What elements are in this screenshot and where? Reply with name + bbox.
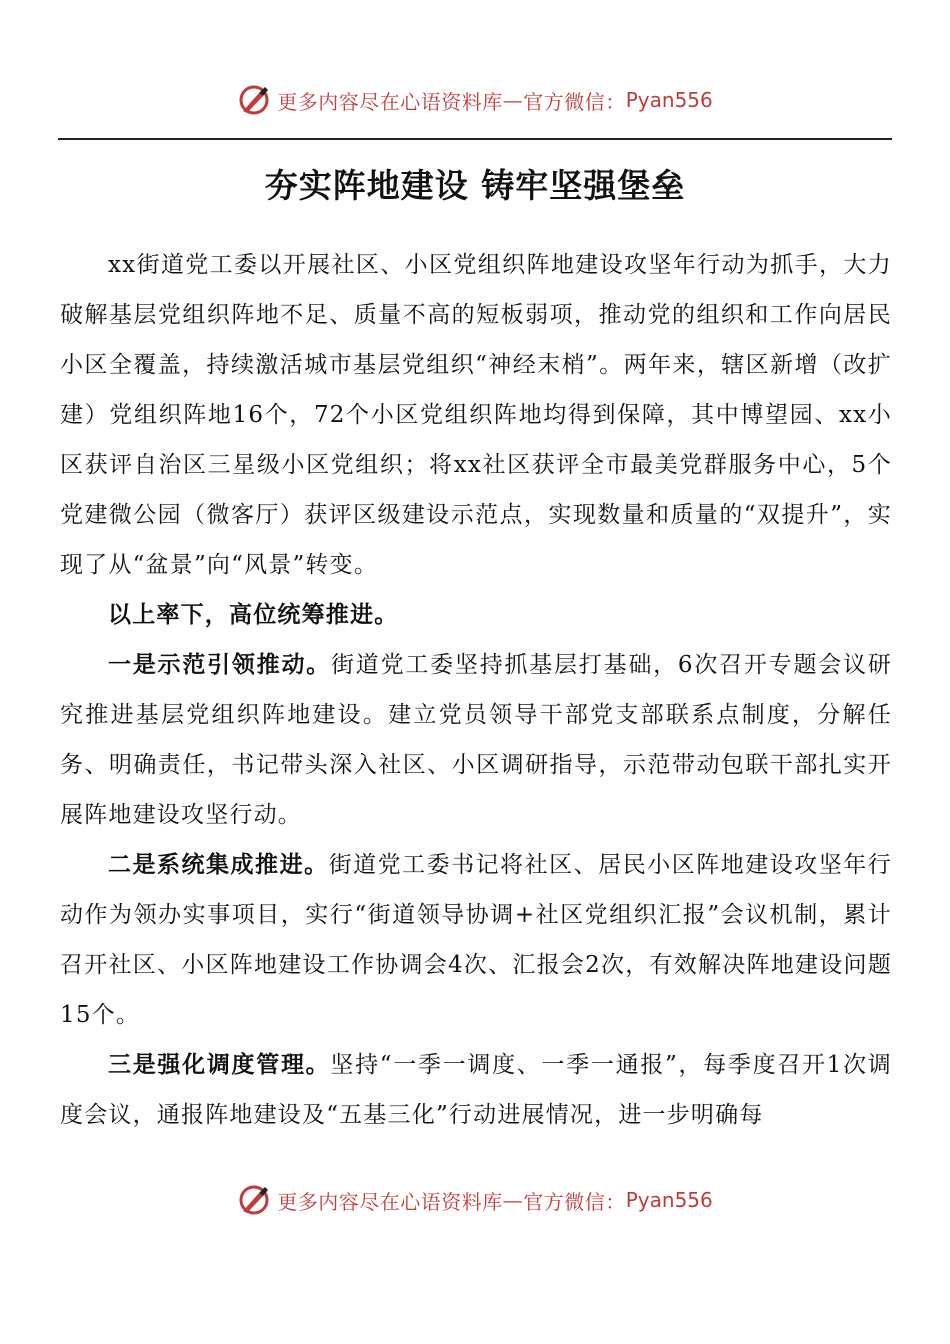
paragraph-intro: [60, 240, 892, 590]
paragraph-text: 街道党工委坚持抓基层打基础，6次召开专题会议研究推进基层党组织阵地建设。建立党员领导干部党支部联系点制度，分解任务、明确责任，书记带头深入社区、小区调研指导，示范带动包联干部扎实开展阵地建设攻坚行动。: [60, 652, 892, 828]
paragraph-text: 坚持“一季一调度、一季一通报”，每季度召开1次调度会议，通报阵地建设及“五基三化”行动进展情况，进一步明确每: [60, 1052, 892, 1128]
document-title: 夯实阵地建设 铸牢坚强堡垒: [264, 166, 686, 205]
brand-header: [0, 80, 950, 120]
brand-text: 更多内容尽在心语资料库: [277, 89, 503, 114]
brand-separator: —: [502, 88, 524, 112]
brand-wechat-id: Pyan556: [625, 1188, 713, 1212]
paragraph-lead: 三是强化调度管理。: [108, 1052, 331, 1078]
section-heading: [60, 590, 892, 640]
brand-text: 更多内容尽在心语资料库: [277, 1189, 503, 1214]
pen-circle-logo-icon: [237, 83, 271, 117]
paragraph-point-1: [60, 640, 892, 840]
header-rule: [58, 138, 892, 140]
pen-circle-logo-icon: [237, 1183, 271, 1217]
section-heading-text: 以上率下，高位统筹推进。: [108, 602, 399, 628]
document-body: [60, 240, 892, 1140]
brand-footer: [0, 1180, 950, 1220]
brand-wechat-id: Pyan556: [625, 88, 713, 112]
paragraph-lead: 二是系统集成推进。: [108, 852, 329, 878]
paragraph-point-3: [60, 1040, 892, 1140]
paragraph-text: xx街道党工委以开展社区、小区党组织阵地建设攻坚年行动为抓手，大力破解基层党组织阵地不足、质量不高的短板弱项，推动党的组织和工作向居民小区全覆盖，持续激活城市基层党组织“神经末梢”。两年来，辖区新增（改扩建）党组织阵地16个，72个小区党组织阵地均得到保障，其中博望园、xx小区获评自治区三星级小区党组织；将xx社区获评全市最美党群服务中心，5个党建微公园（微客厅）获评区级建设示范点，实现数量和质量的“双提升”，实现了从“盆景”向“风景”转变。: [60, 252, 892, 578]
paragraph-text: 街道党工委书记将社区、居民小区阵地建设攻坚年行动作为领办实事项目，实行“街道领导协调+社区党组织汇报”会议机制，累计召开社区、小区阵地建设工作协调会4次、汇报会2次，有效解决阵地建设问题15个。: [60, 852, 892, 1028]
brand-wechat-label: 官方微信：: [523, 1189, 626, 1214]
paragraph-point-2: [60, 840, 892, 1040]
brand-separator: —: [502, 1188, 524, 1212]
brand-wechat-label: 官方微信：: [523, 89, 626, 114]
paragraph-lead: 一是示范引领推动。: [108, 652, 332, 678]
